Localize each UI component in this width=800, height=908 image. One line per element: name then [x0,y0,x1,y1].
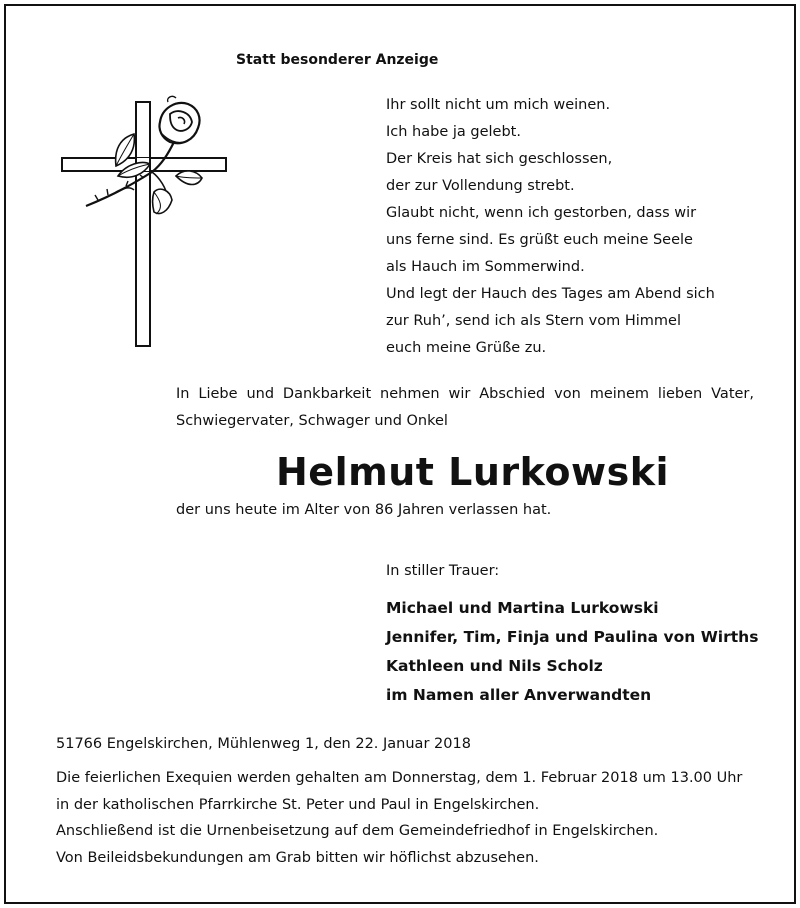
notice-lead: Statt besonderer Anzeige [236,52,439,68]
obituary-notice [4,4,796,904]
funeral-note-line: Anschließend ist die Urnenbeisetzung auf dem Gemeindefriedhof in Engelskirchen. [56,823,659,839]
farewell-intro [176,381,754,435]
cross-with-rose-icon [56,94,236,350]
poem-line: der zur Vollendung strebt. [386,178,575,194]
poem-line: als Hauch im Sommerwind. [386,259,585,275]
mourning-label: In stiller Trauer: [386,563,500,579]
mourner-name: Kathleen und Nils Scholz [386,657,603,675]
place-and-date: 51766 Engelskirchen, Mühlenweg 1, den 22. Januar 2018 [56,736,471,752]
poem-line: Der Kreis hat sich geschlossen, [386,151,613,167]
poem-line: euch meine Grüße zu. [386,340,547,356]
poem-line: zur Ruh’, send ich als Stern vom Himmel [386,313,681,329]
poem [386,92,786,362]
funeral-note-line: Von Beileidsbekundungen am Grab bitten wir höflichst abzusehen. [56,849,539,866]
funeral-note-line: in der katholischen Pfarrkirche St. Peter und Paul in Engelskirchen. [56,796,540,813]
mourner-name: Michael und Martina Lurkowski [386,599,659,617]
poem-line: Ich habe ja gelebt. [386,124,521,140]
mourner-list [386,594,758,710]
mourner-name: im Namen aller Anverwandten [386,686,652,704]
mourner-name: Jennifer, Tim, Finja und Paulina von Wirths [386,628,759,646]
poem-line: uns ferne sind. Es grüßt euch meine Seele [386,232,693,248]
age-statement: der uns heute im Alter von 86 Jahren verlassen hat. [176,502,552,518]
poem-line: Und legt der Hauch des Tages am Abend sich [386,286,715,302]
deceased-name: Helmut Lurkowski [276,450,670,494]
poem-line: Ihr sollt nicht um mich weinen. [386,97,611,113]
funeral-note-line: Die feierlichen Exequien werden gehalten am Donnerstag, dem 1. Februar 2018 um 13.00 Uhr [56,770,743,786]
funeral-notes [56,765,742,871]
farewell-intro-line: Schwiegervater, Schwager und Onkel [176,413,448,429]
poem-line: Glaubt nicht, wenn ich gestorben, dass wir [386,205,697,221]
farewell-intro-line: In Liebe und Dankbarkeit nehmen wir Abschied von meinem lieben Vater, [176,386,754,402]
